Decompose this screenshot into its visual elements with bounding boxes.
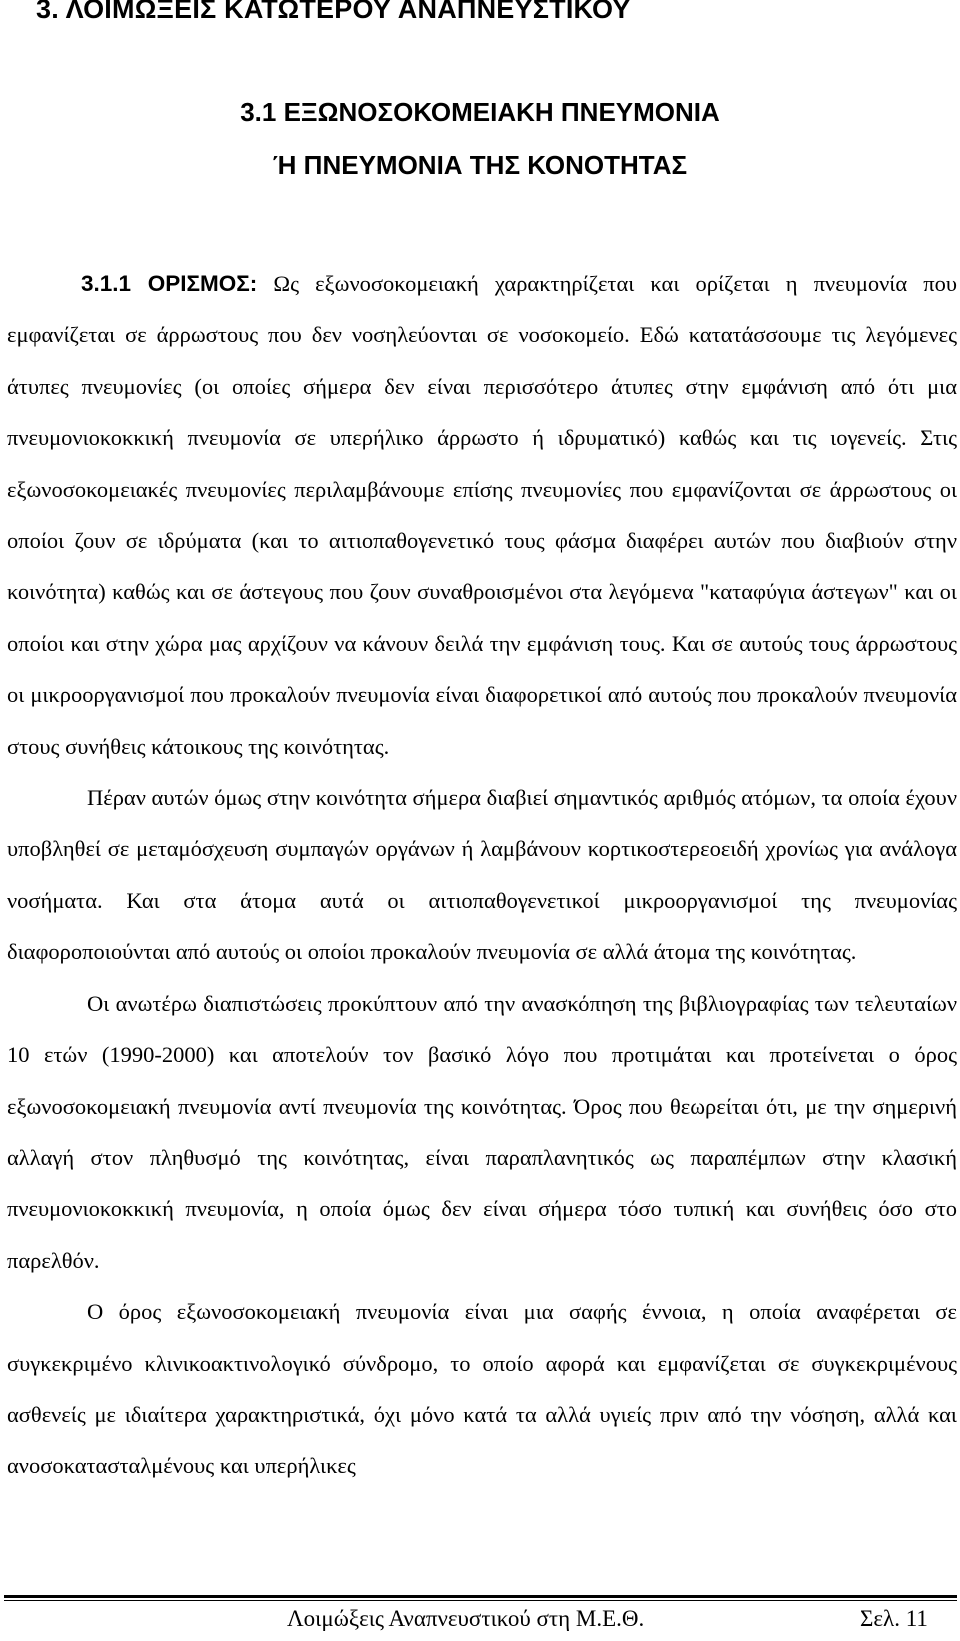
paragraph-3: Οι ανωτέρω διαπιστώσεις προκύπτουν από την ανασκόπηση της βιβλιογραφίας των τελευταίων 10 ετών (1990-2000) και αποτελούν τον βασικό λόγο που προτιμάται και προτείνεται ο όρος εξωνοσοκομειακή πνευμονία αντί πνευμονία της κοινότητας. Όρος που θεωρείται ότι, με την σημερινή αλλαγή στον πληθυσμό της κοινότητας, είναι παραπλανητικός ως παραπέμπων στην κλασική πνευμονιοκοκκική πνευμονία, η οποία όμως δεν είναι σήμερα τόσο τυπική και συνήθεις όσο στο παρελθόν. <box>7 990 957 1273</box>
paragraph-1-text: Ως εξωνοσοκομειακή χαρακτηρίζεται και ορίζεται η πνευμονία που εμφανίζεται σε άρρωστους που δεν νοσηλεύονται σε νοσοκομείο. Εδώ κατατάσσουμε τις λεγόμενες άτυπες πνευμονίες (οι οποίες σήμερα δεν είναι περισσότερο άτυπες στην εμφάνιση από ότι μια πνευμονιοκοκκική πνευμονία σε υπερήλικο άρρωστο ή ιδρυματικό) καθώς και τις ιογενείς. Στις εξωνοσοκομειακές πνευμονίες περιλαμβάνουμε επίσης πνευμονίες που εμφανίζονται σε άρρωστους οι οποίοι ζουν σε ιδρύματα (και το αιτιοπαθογενετικό τους φάσμα διαφέρει αυτών που διαβιούν στην κοινότητα) καθώς και σε άστεγους που ζουν συναθροισμένοι στα λεγόμενα "καταφύγια άστεγων" και οι οποίοι και στην χώρα μας αρχίζουν να κάνουν δειλά την εμφάνιση τους. Και σε αυτούς τους άρρωστους οι μικροοργανισμοί που προκαλούν πνευμονία είναι διαφορετικοί από αυτούς που προκαλούν πνευμονία στους συνήθεις κάτοικους της κοινότητας. <box>7 271 958 759</box>
footer-rule-thick <box>4 1595 957 1598</box>
footer-title: Λοιμώξεις Αναπνευστικού στη Μ.Ε.Θ. <box>287 1606 645 1631</box>
paragraph-4: Ο όρος εξωνοσοκομειακή πνευμονία είναι μια σαφής έννοια, η οποία αναφέρεται σε συγκεκριμένο κλινικοακτινολογικό σύνδρομο, το οποίο αφορά και εμφανίζεται σε συγκεκριμένους ασθενείς με ιδιαίτερα χαρακτηριστικά, όχι μόνο κατά τα αλλά υγιείς πριν από την νόσηση, αλλά και ανοσοκατασταλμένους και υπερήλικες <box>7 1299 957 1479</box>
body-text <box>7 258 957 1492</box>
section-heading-line-1: 3.1 ΕΞΩΝΟΣΟΚΟΜΕΙΑΚΗ ΠΝΕΥΜΟΝΙΑ <box>240 97 720 127</box>
subsection-label: 3.1.1 ΟΡΙΣΜΟΣ: <box>81 271 258 296</box>
page-number: Σελ. 11 <box>860 1606 928 1631</box>
section-heading-line-2: Ή ΠΝΕΥΜΟΝΙΑ ΤΗΣ ΚΟΝΟΤΗΤΑΣ <box>272 150 688 180</box>
chapter-heading: 3. ΛΟΙΜΩΞΕΙΣ ΚΑΤΩΤΕΡΟΥ ΑΝΑΠΝΕΥΣΤΙΚΟΥ <box>36 0 631 24</box>
paragraph-2: Πέραν αυτών όμως στην κοινότητα σήμερα διαβιεί σημαντικός αριθμός ατόμων, τα οποία έχουν υποβληθεί σε μεταμόσχευση συμπαγών οργάνων ή λαμβάνουν κορτικοστερεοειδή χρονίως για ανάλογα νοσήματα. Και στα άτομα αυτά οι αιτιοπαθογενετικοί μικροοργανισμοί της πνευμονίας διαφοροποιούνται από αυτούς οι οποίοι προκαλούν πνευμονία σε αλλά άτομα της κοινότητας. <box>7 785 957 965</box>
footer-rule-thin <box>4 1600 957 1601</box>
paragraph-definition <box>7 258 957 772</box>
